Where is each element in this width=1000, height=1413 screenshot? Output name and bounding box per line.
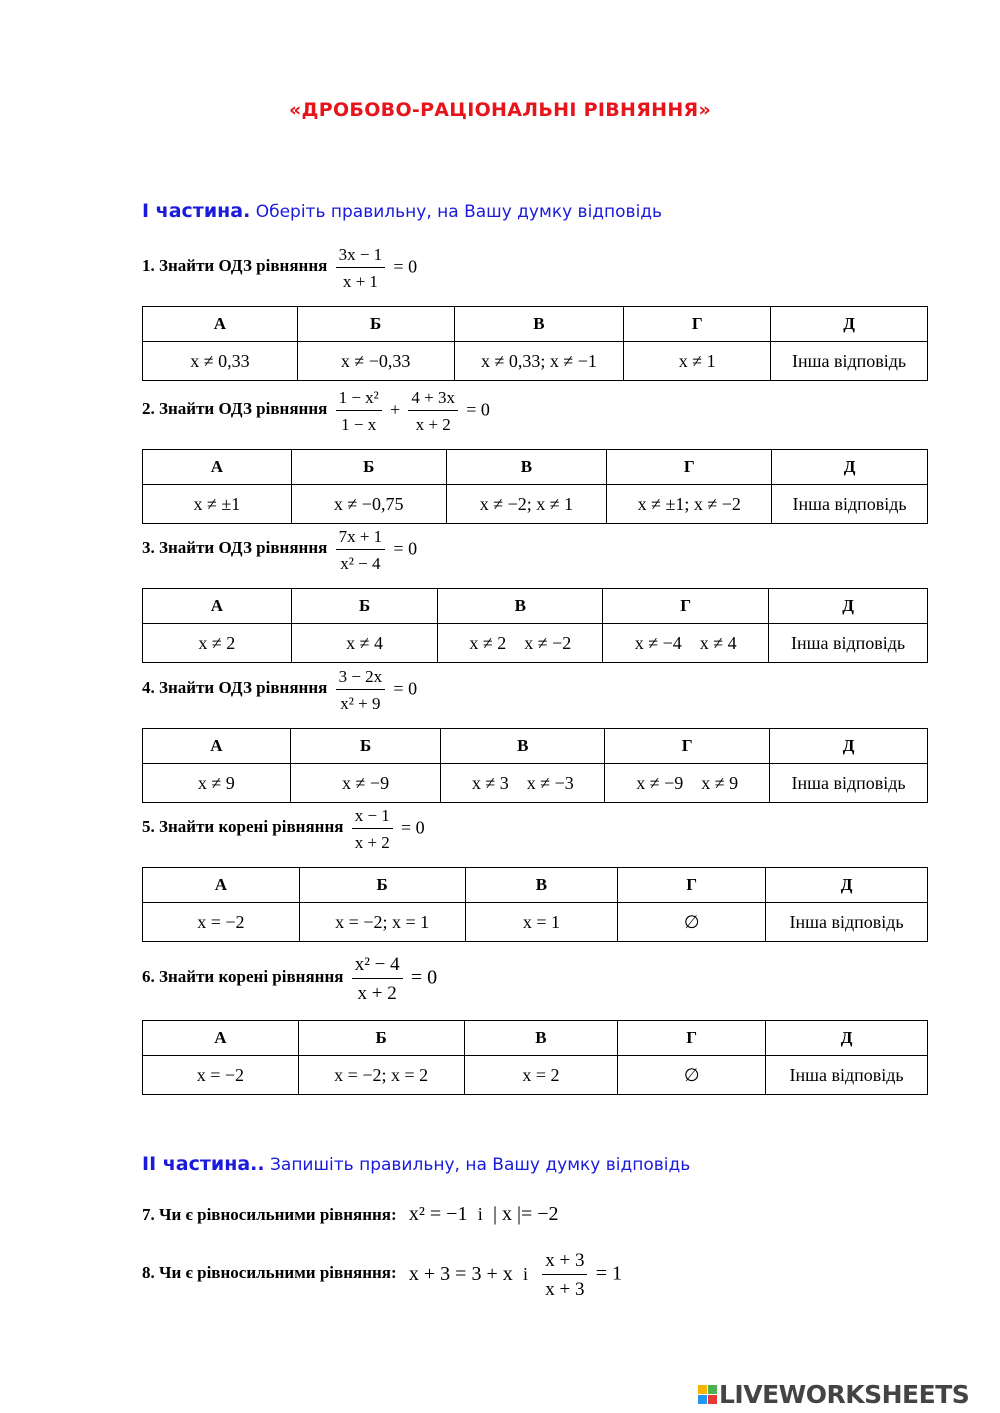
answer-option-g[interactable]: x ≠ 1 [624,342,771,381]
question-2-fraction-1 [336,387,382,433]
question-4-text: 4. Знайти ОДЗ рівняння [142,677,328,697]
answer-option-b[interactable]: x = −2; x = 2 [298,1056,464,1095]
equation-rhs: = 1 [595,1262,623,1285]
answer-option-b[interactable]: x ≠ −9 [290,764,441,803]
answer-option-b[interactable]: x ≠ −0,75 [291,485,446,524]
header-v: В [464,1021,618,1056]
header-a: А [143,1021,299,1056]
answer-option-d[interactable]: Інша відповідь [769,624,928,663]
question-4-fraction [336,666,386,712]
part-1-instruction: Оберіть правильну, на Вашу думку відповідь [255,202,663,222]
header-b: Б [297,307,454,342]
header-d: Д [769,589,928,624]
fraction-numerator: 1 − x² [336,387,382,411]
question-4 [142,666,417,712]
answer-table-3 [142,588,928,663]
answer-option-b[interactable]: x = −2; x = 1 [299,903,465,942]
header-d: Д [766,1021,928,1056]
answer-table-2 [142,449,928,524]
answer-option-a[interactable]: x ≠ 2 [143,624,292,663]
question-8 [142,1249,622,1299]
header-v: В [446,450,607,485]
answer-option-b[interactable]: x ≠ 4 [291,624,438,663]
equation-1: x + 3 = 3 + x [408,1262,513,1285]
question-2 [142,387,490,433]
equation-rhs: = 0 [393,256,418,277]
answer-option-a[interactable]: x ≠ 0,33 [143,342,298,381]
header-g: Г [624,307,771,342]
equation-1: x² = −1 [408,1203,468,1225]
question-7 [142,1203,559,1226]
fraction-numerator: 4 + 3x [408,387,458,411]
liveworksheets-logo[interactable] [698,1380,969,1409]
header-g: Г [605,729,770,764]
fraction-denominator: x + 2 [354,833,390,852]
header-v: В [465,868,618,903]
answer-option-v[interactable]: x ≠ 3 x ≠ −3 [441,764,605,803]
header-g: Г [603,589,769,624]
answer-table-4 [142,728,928,803]
fraction-denominator: x² + 9 [340,694,381,713]
fraction-numerator: 7x + 1 [336,526,386,550]
answer-option-d[interactable]: Інша відповідь [770,764,928,803]
header-v: В [454,307,624,342]
question-5-text: 5. Знайти корені рівняння [142,816,344,836]
header-d: Д [772,450,928,485]
fraction-numerator: x − 1 [352,805,393,829]
header-a: А [143,729,291,764]
question-6-text: 6. Знайти корені рівняння [142,966,344,986]
header-b: Б [291,589,438,624]
answer-option-v[interactable]: x ≠ 0,33; x ≠ −1 [454,342,624,381]
logo-mark-icon [698,1385,717,1404]
answer-option-d[interactable]: Інша відповідь [771,342,928,381]
question-1 [142,244,417,290]
answer-option-v[interactable]: x = 1 [465,903,618,942]
header-g: Г [618,1021,766,1056]
answer-option-a[interactable]: x = −2 [143,903,300,942]
header-v: В [441,729,605,764]
question-1-fraction [336,244,386,290]
fraction-denominator: x² − 4 [340,554,381,573]
header-a: А [143,868,300,903]
equation-rhs: = 0 [393,678,418,699]
fraction-denominator: x + 3 [545,1279,585,1300]
equation-rhs: = 0 [466,399,490,420]
answer-table-6 [142,1020,928,1095]
answer-option-b[interactable]: x ≠ −0,33 [297,342,454,381]
question-2-fraction-2 [408,387,458,433]
question-8-text: 8. Чи є рівносильними рівняння: [142,1262,397,1282]
header-b: Б [291,450,446,485]
answer-option-a[interactable]: x ≠ ±1 [143,485,292,524]
fraction-numerator: x² − 4 [352,953,403,979]
fraction-denominator: x + 2 [415,415,451,434]
header-a: А [143,307,298,342]
equation-2: | x |= −2 [492,1203,559,1225]
answer-table-5 [142,867,928,942]
question-5 [142,805,425,851]
answer-option-g[interactable]: ∅ [618,903,766,942]
part-2-label: II частина.. [142,1153,265,1175]
answer-option-a[interactable]: x ≠ 9 [143,764,291,803]
conjunction: і [477,1204,483,1224]
part-1-heading [142,200,662,222]
conjunction: і [523,1263,529,1284]
part-1-label: I частина. [142,200,251,222]
equation-rhs: = 0 [393,538,418,559]
header-b: Б [298,1021,464,1056]
page-title: «ДРОБОВО-РАЦІОНАЛЬНІ РІВНЯННЯ» [288,99,712,121]
question-3-text: 3. Знайти ОДЗ рівняння [142,537,328,557]
fraction-denominator: 1 − x [341,415,377,434]
plus-sign: + [390,399,401,420]
answer-option-v[interactable]: x ≠ 2 x ≠ −2 [438,624,603,663]
question-6 [142,953,437,1003]
answer-option-d[interactable]: Інша відповідь [766,1056,928,1095]
answer-option-d[interactable]: Інша відповідь [772,485,928,524]
header-a: А [143,589,292,624]
answer-option-a[interactable]: x = −2 [143,1056,299,1095]
answer-option-g[interactable]: x ≠ −9 x ≠ 9 [605,764,770,803]
answer-table-1 [142,306,928,381]
equation-rhs: = 0 [410,966,438,989]
fraction-numerator: 3x − 1 [336,244,386,268]
header-a: А [143,450,292,485]
question-5-fraction [352,805,393,851]
header-d: Д [770,729,928,764]
answer-option-g[interactable]: ∅ [618,1056,766,1095]
fraction-numerator: 3 − 2x [336,666,386,690]
answer-option-d[interactable]: Інша відповідь [766,903,928,942]
header-v: В [438,589,603,624]
question-3 [142,526,417,572]
question-7-text: 7. Чи є рівносильними рівняння: [142,1205,397,1224]
question-6-fraction [352,953,403,1003]
part-2-instruction: Запишіть правильну, на Вашу думку відповідь [270,1155,691,1175]
equation-rhs: = 0 [401,817,425,838]
header-g: Г [618,868,766,903]
header-d: Д [766,868,928,903]
header-d: Д [771,307,928,342]
question-3-fraction [336,526,386,572]
question-1-text: 1. Знайти ОДЗ рівняння [142,255,328,275]
header-b: Б [299,868,465,903]
answer-option-v[interactable]: x = 2 [464,1056,618,1095]
logo-text: LIVEWORKSHEETS [719,1380,970,1409]
fraction-numerator: x + 3 [542,1249,587,1275]
fraction-denominator: x + 2 [357,983,397,1004]
question-8-fraction [542,1249,587,1299]
question-2-text: 2. Знайти ОДЗ рівняння [142,398,328,418]
answer-option-g[interactable]: x ≠ −4 x ≠ 4 [603,624,769,663]
answer-option-g[interactable]: x ≠ ±1; x ≠ −2 [607,485,772,524]
header-g: Г [607,450,772,485]
header-b: Б [290,729,441,764]
fraction-denominator: x + 1 [342,272,378,291]
part-2-heading [142,1153,690,1175]
answer-option-v[interactable]: x ≠ −2; x ≠ 1 [446,485,607,524]
